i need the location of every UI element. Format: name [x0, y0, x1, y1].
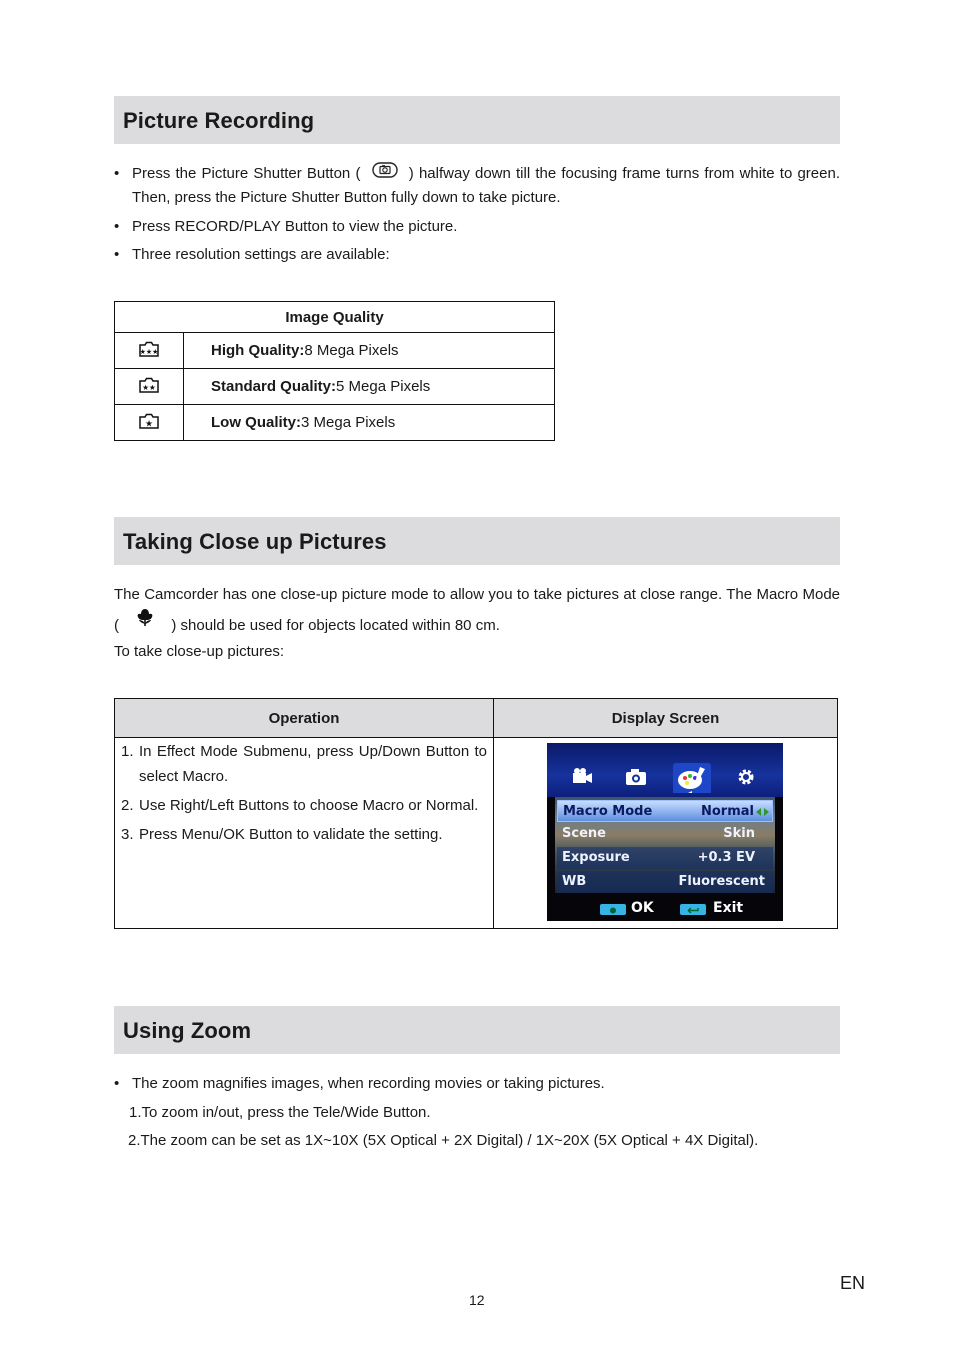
language-label: EN — [840, 1273, 866, 1293]
list-item — [121, 739, 487, 789]
operation-header: Operation — [115, 699, 494, 738]
step-number: 3. — [121, 826, 134, 843]
step-text: In Effect Mode Submenu, press Up/Down Button to select Macro. — [139, 743, 487, 785]
section-header-using-zoom — [114, 1006, 840, 1054]
menu-row-key: Scene — [562, 826, 606, 841]
quality-label: Low Quality: — [211, 414, 301, 431]
menu-row-value: Fluorescent — [678, 874, 765, 889]
bullet-dot: • — [114, 218, 120, 235]
svg-text:★★★: ★★★ — [139, 347, 159, 356]
quality-value: 3 Mega Pixels — [301, 414, 396, 431]
section-title: Using Zoom — [123, 1018, 252, 1043]
table-row — [115, 333, 555, 369]
section-header-picture-recording — [114, 96, 840, 144]
paragraph: To take close-up pictures: — [114, 643, 285, 660]
standard-quality-icon — [115, 369, 184, 405]
high-quality-icon — [115, 333, 184, 369]
menu-row-wb[interactable] — [557, 871, 773, 893]
zoom-step-2: 2.The zoom can be set as 1X~10X (5X Optical + 2X Digital) / 1X~20X (5X Optical + 4X Digital). — [128, 1132, 759, 1149]
bullet-dot: • — [114, 1075, 120, 1092]
section-title: Picture Recording — [123, 108, 315, 133]
menu-row-value: +0.3 EV — [697, 850, 755, 865]
menu-row-exposure[interactable] — [557, 847, 773, 869]
step-text: Press Menu/OK Button to validate the setting. — [139, 826, 443, 843]
paragraph — [114, 581, 840, 643]
left-right-arrows-icon — [756, 806, 769, 821]
ok-button-icon — [600, 904, 626, 915]
bullet-item — [114, 243, 840, 267]
table-row — [115, 405, 555, 441]
settings-gear-icon — [733, 767, 759, 787]
page-number: 12 — [469, 1292, 485, 1308]
macro-flower-icon — [133, 605, 157, 639]
bullet-text: Press the Picture Shutter Button ( — [132, 165, 361, 182]
bullet-text: ) halfway down till the focusing frame turns from white to green. Then, press the Picture Shutter Button fully down to take picture. — [132, 165, 840, 207]
low-quality-icon — [115, 405, 184, 441]
steps-list — [121, 739, 487, 847]
bullet-text: Three resolution settings are available: — [132, 246, 390, 263]
screen-footer — [547, 898, 783, 921]
bullet-item — [114, 215, 840, 239]
exit-label: Exit — [713, 900, 744, 916]
bullet-dot: • — [114, 246, 120, 263]
bullet-dot: • — [114, 165, 120, 182]
menu-row-value: Normal — [701, 804, 754, 819]
menu-row-key: Macro Mode — [563, 804, 653, 819]
menu-row-scene[interactable] — [557, 823, 773, 845]
step-number: 1. — [121, 743, 134, 760]
step-number: 2. — [121, 797, 134, 814]
ok-label: OK — [631, 900, 654, 916]
step-text: Use Right/Left Buttons to choose Macro or Normal. — [139, 797, 479, 814]
image-quality-header: Image Quality — [115, 302, 555, 333]
list-item — [121, 822, 487, 847]
table-row — [115, 369, 555, 405]
bullet-item — [114, 1072, 840, 1096]
zoom-step-1: 1.To zoom in/out, press the Tele/Wide Button. — [129, 1104, 431, 1121]
section-header-close-up — [114, 517, 840, 565]
paragraph-text: ) should be used for objects located within 80 cm. — [171, 616, 500, 634]
quality-label: High Quality: — [211, 342, 305, 359]
menu-row-key: WB — [562, 874, 587, 889]
menu-tab-bar — [547, 743, 783, 797]
camera-icon — [623, 767, 649, 787]
menu-row-value: Skin — [723, 826, 755, 841]
svg-text:★: ★ — [144, 419, 154, 429]
bullet-text: Press RECORD/PLAY Button to view the picture. — [132, 218, 458, 235]
menu-row-macro-mode[interactable] — [557, 800, 773, 822]
svg-text:★★: ★★ — [142, 382, 156, 392]
paragraph-text: The Camcorder has one close-up picture mode to allow you to take pictures at close range. The Macro Mode ( — [114, 586, 840, 634]
quality-label: Standard Quality: — [211, 378, 337, 395]
shutter-button-icon — [372, 162, 398, 186]
bullet-item — [114, 162, 840, 210]
return-arrow-icon — [680, 904, 706, 915]
effect-palette-icon — [673, 763, 711, 793]
quality-value: 5 Mega Pixels — [336, 378, 431, 395]
movie-icon — [569, 767, 595, 787]
camera-display-screen — [547, 743, 783, 921]
bullet-text: The zoom magnifies images, when recording movies or taking pictures. — [132, 1075, 605, 1092]
list-item — [121, 793, 487, 818]
section-title: Taking Close up Pictures — [123, 529, 387, 554]
display-screen-header: Display Screen — [494, 699, 838, 738]
operation-steps-cell — [115, 738, 494, 929]
image-quality-table — [114, 301, 555, 441]
menu-row-key: Exposure — [562, 850, 630, 865]
quality-value: 8 Mega Pixels — [304, 342, 399, 359]
